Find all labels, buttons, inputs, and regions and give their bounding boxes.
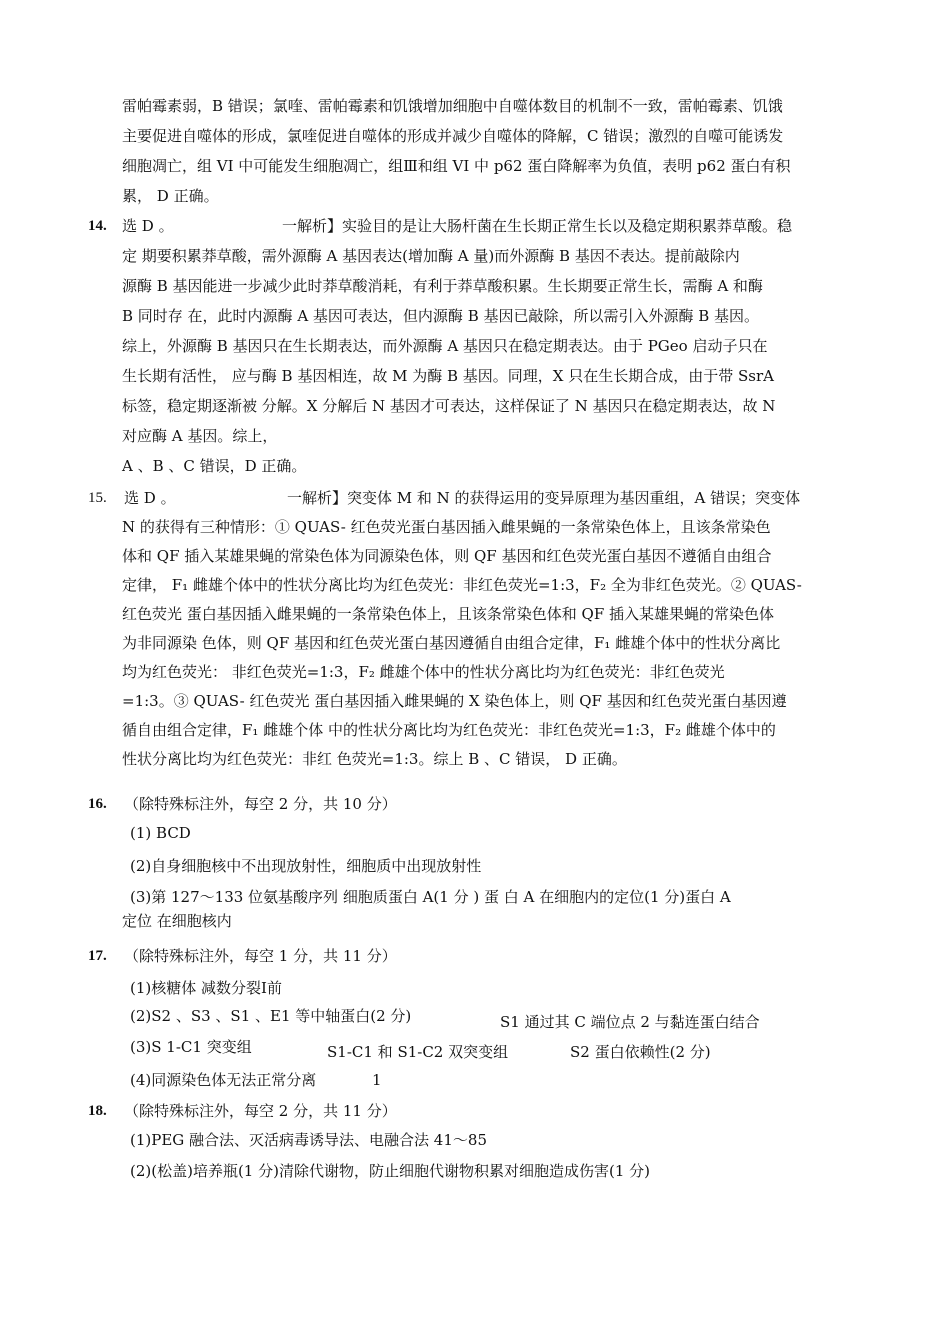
q15-line-7: 均为红色荧光： 非红色荧光=1:3，F₂ 雌雄个体中的性状分离比均为红色荧光：非红色荧光 <box>122 663 725 681</box>
q17-answer-1: (1)核糖体 减数分裂Ⅰ前 <box>130 979 282 997</box>
intro-line-3: 细胞凋亡，组 VI 中可能发生细胞凋亡，组Ⅲ和组 VI 中 p62 蛋白降解率为负值，表明 p62 蛋白有积 <box>122 157 791 175</box>
q14-line-6: 生长期有活性， 应与酶 B 基因相连，故 M 为酶 B 基因。同理，X 只在生长期合成，由于带 SsrA <box>122 367 774 385</box>
q15-line-4: 定律， F₁ 雌雄个体中的性状分离比均为红色荧光：非红色荧光=1:3，F₂ 全为非红色荧光。② QUAS- <box>122 576 802 594</box>
q16-answer-3-cont: 定位 在细胞核内 <box>122 912 232 930</box>
q14-line-8: 对应酶 A 基因。综上， <box>122 427 278 445</box>
intro-line-1: 雷帕霉素弱，B 错误；氯喹、雷帕霉素和饥饿增加细胞中自噬体数目的机制不一致，雷帕霉素、饥饿 <box>122 97 783 115</box>
question-number: 16. <box>88 796 107 812</box>
q17-answer-3a: (3)S 1-C1 突变组 <box>130 1038 252 1056</box>
q15-line-5: 红色荧光 蛋白基因插入雌果蝇的一条常染色体上，且该条常染色体和 QF 插入某雄果蝇的常染色体 <box>122 605 775 623</box>
question-number: 14. <box>88 218 107 234</box>
q15-line-3: 体和 QF 插入某雄果蝇的常染色体为同源染色体，则 QF 基因和红色荧光蛋白基因不遵循自由组合 <box>122 547 772 565</box>
q14-line-5: 综上，外源酶 B 基因只在生长期表达，而外源酶 A 基因只在稳定期表达。由于 PGeo 启动子只在 <box>122 337 768 355</box>
question-number: 17. <box>88 948 107 964</box>
intro-line-2: 主要促进自噬体的形成，氯喹促进自噬体的形成并减少自噬体的降解，C 错误；激烈的自噬可能诱发 <box>122 127 784 145</box>
q15-line-2: N 的获得有三种情形：① QUAS- 红色荧光蛋白基因插入雌果蝇的一条常染色体上，且该条常染色 <box>122 518 771 536</box>
question-number: 15. <box>88 490 107 506</box>
q14-line-7: 标签，稳定期逐渐被 分解。X 分解后 N 基因才可表达，这样保证了 N 基因只在稳定期表达，故 N <box>122 397 776 415</box>
q16-answer-2: (2)自身细胞核中不出现放射性，细胞质中出现放射性 <box>130 857 482 875</box>
q17-answer-3b: S1-C1 和 S1-C2 双突变组 <box>327 1043 509 1061</box>
q16-answer-1: (1) BCD <box>130 824 191 842</box>
q18-answer-2: (2)(松盖)培养瓶(1 分)清除代谢物，防止细胞代谢物积累对细胞造成伤害(1 分) <box>130 1162 650 1180</box>
q14-line-3: 源酶 B 基因能进一步减少此时莽草酸消耗，有利于莽草酸积累。生长期要正常生长，需酶 A 和酶 <box>122 277 763 295</box>
answer-choice: 选 D 。 <box>122 217 174 235</box>
q17-answer-4a: (4)同源染色体无法正常分离 <box>130 1071 317 1089</box>
q18-answer-1: (1)PEG 融合法、灭活病毒诱导法、电融合法 41～85 <box>130 1131 487 1149</box>
scoring-note: （除特殊标注外，每空 2 分，共 11 分） <box>124 1102 397 1120</box>
q15-line-6: 为非同源染 色体，则 QF 基因和红色荧光蛋白基因遵循自由组合定律，F₁ 雌雄个体中的性状分离比 <box>122 634 781 652</box>
q17-answer-2b: S1 通过其 C 端位点 2 与黏连蛋白结合 <box>500 1013 760 1031</box>
answer-choice: 选 D 。 <box>124 489 176 507</box>
question-number: 18. <box>88 1103 107 1119</box>
q16-answer-3: (3)第 127～133 位氨基酸序列 细胞质蛋白 A(1 分 ) 蛋 白 A 在细胞内的定位(1 分)蛋白 A <box>130 888 731 906</box>
q14-line-2: 定 期要积累莽草酸，需外源酶 A 基因表达(增加酶 A 量)而外源酶 B 基因不表达。提前敲除内 <box>122 247 740 265</box>
intro-line-4: 累， D 正确。 <box>122 187 219 205</box>
q15-line-9: 循自由组合定律，F₁ 雌雄个体 中的性状分离比均为红色荧光：非红色荧光=1:3，F₂ 雌雄个体中的 <box>122 721 776 739</box>
scoring-note: （除特殊标注外，每空 1 分，共 11 分） <box>124 947 397 965</box>
q15-line-1: 一解析】突变体 M 和 N 的获得运用的变异原理为基因重组，A 错误；突变体 <box>287 489 801 507</box>
q15-line-8: =1:3。③ QUAS- 红色荧光 蛋白基因插入雌果蝇的 X 染色体上，则 QF 基因和红色荧光蛋白基因遵 <box>122 692 787 710</box>
q17-answer-2a: (2)S2 、S3 、S1 、E1 等中轴蛋白(2 分) <box>130 1007 412 1025</box>
scoring-note: （除特殊标注外，每空 2 分，共 10 分） <box>124 795 397 813</box>
q15-line-10: 性状分离比均为红色荧光：非红 色荧光=1:3。综上 B 、C 错误， D 正确。 <box>122 750 627 768</box>
q17-answer-4b: 1 <box>372 1071 382 1089</box>
q14-line-9: A 、B 、C 错误，D 正确。 <box>122 457 307 475</box>
q14-line-1: 一解析】实验目的是让大肠杆菌在生长期正常生长以及稳定期积累莽草酸。稳 <box>282 217 793 235</box>
q14-line-4: B 同时存 在，此时内源酶 A 基因可表达，但内源酶 B 基因已敲除，所以需引入外源酶 B 基因。 <box>122 307 760 325</box>
q17-answer-3c: S2 蛋白依赖性(2 分) <box>570 1043 711 1061</box>
